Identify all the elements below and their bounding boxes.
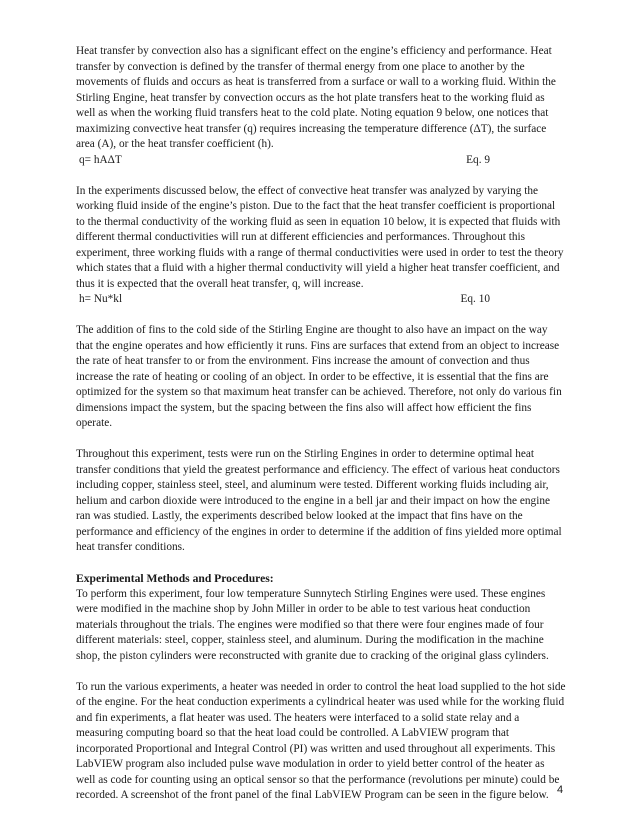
paragraph-working-fluid: In the experiments discussed below, the effect of convective heat transfer was analyzed by varying the working fluid inside of the engine’s piston. Due to the fact that the heat transfer coefficient is proportional to the thermal conductivity of the working fluid as seen in equation 10 below, it is expected that fluids with different thermal conductivities will run at different efficiencies and performances. Throughout this experiment, three working fluids with a range of thermal conductivities were used in order to test the theory which states that a fluid with a higher thermal conductivity will yield a higher heat transfer coefficient, and thus it is expected that the overall heat transfer, q, will increase.	[76, 184, 564, 290]
equation-9-label: Eq. 9	[466, 153, 490, 166]
page-content	[76, 44, 566, 804]
equation-10-formula: h= Nu*kl	[79, 293, 123, 305]
equation-10	[76, 292, 566, 308]
equation-9	[76, 153, 566, 169]
section-heading: Experimental Methods and Procedures:	[76, 572, 274, 585]
paragraph-convection: Heat transfer by convection also has a significant effect on the engine’s efficiency and performance. Heat transfer by convection is defined by the transfer of thermal energy from one place to another by the movements of fluids and occurs as heat is transferred from a surface or wall to a working fluid. Within the Stirling Engine, heat transfer by convection occurs as the hot plate transfers heat to the working fluid as well as when the working fluid transfers heat to the cold plate. Noting equation 9 below, one notices that maximizing convective heat transfer (q) requires increasing the temperature difference (ΔT), the surface area (A), or the heat transfer coefficient (h).	[76, 45, 556, 150]
equation-9-formula: q= hAΔT	[79, 153, 122, 166]
paragraph-fins: The addition of fins to the cold side of the Stirling Engine are thought to also have an impact on the way that the engine operates and how efficiently it runs. Fins are surfaces that extend from an object to increase the rate of heat transfer to or from the environment. Fins increase the amount of convection and thus increase the rate of heating or cooling of an object. In order to be effective, it is essential that the fins are optimized for the system so that maximum heat transfer can be achieved. Therefore, not only do various fin dimensions impact the system, but the spacing between the fins also will affect how efficient the fins operate.	[76, 324, 562, 429]
page-number: 4	[557, 784, 564, 796]
paragraph-heater-labview: To run the various experiments, a heater was needed in order to control the heat load supplied to the hot side of the engine. For the heat conduction experiments a cylindrical heater was used while for the working fluid and fin experiments, a flat heater was used. The heaters were interfaced to a solid state relay and a measuring computing board so that the heat load could be controlled. A LabVIEW program that incorporated Proportional and Integral Control (PI) was written and used throughout all experiments. This LabVIEW program also included pulse wave modulation in order to yield better control of the heater as well as code for counting using an optical sensor so that the performance (revolutions per minute) could be recorded. A screenshot of the front panel of the final LabVIEW Program can be seen in the figure below.	[76, 680, 566, 801]
equation-10-label: Eq. 10	[460, 293, 490, 305]
paragraph-methods: To perform this experiment, four low temperature Sunnytech Stirling Engines were used. These engines were modified in the machine shop by John Miller in order to be able to test various heat conduction materials throughout the trials. The engines were modified so that there were four engines made of four different materials: steel, copper, stainless steel, and aluminum. During the modification in the machine shop, the piston cylinders were reconstructed with granite due to cracking of the original glass cylinders.	[76, 587, 549, 662]
paragraph-experiment-overview: Throughout this experiment, tests were run on the Stirling Engines in order to determine optimal heat transfer conditions that yield the greatest performance and efficiency. The effect of various heat conductors including copper, stainless steel, steel, and aluminum were tested. Different working fluids including air, helium and carbon dioxide were introduced to the engine in a bell jar and their impact on how the engine ran was studied. Lastly, the experiments described below looked at the impact that fins have on the performance and efficiency of the engines in order to determine if the addition of fins yielded more optimal heat transfer conditions.	[76, 448, 562, 553]
